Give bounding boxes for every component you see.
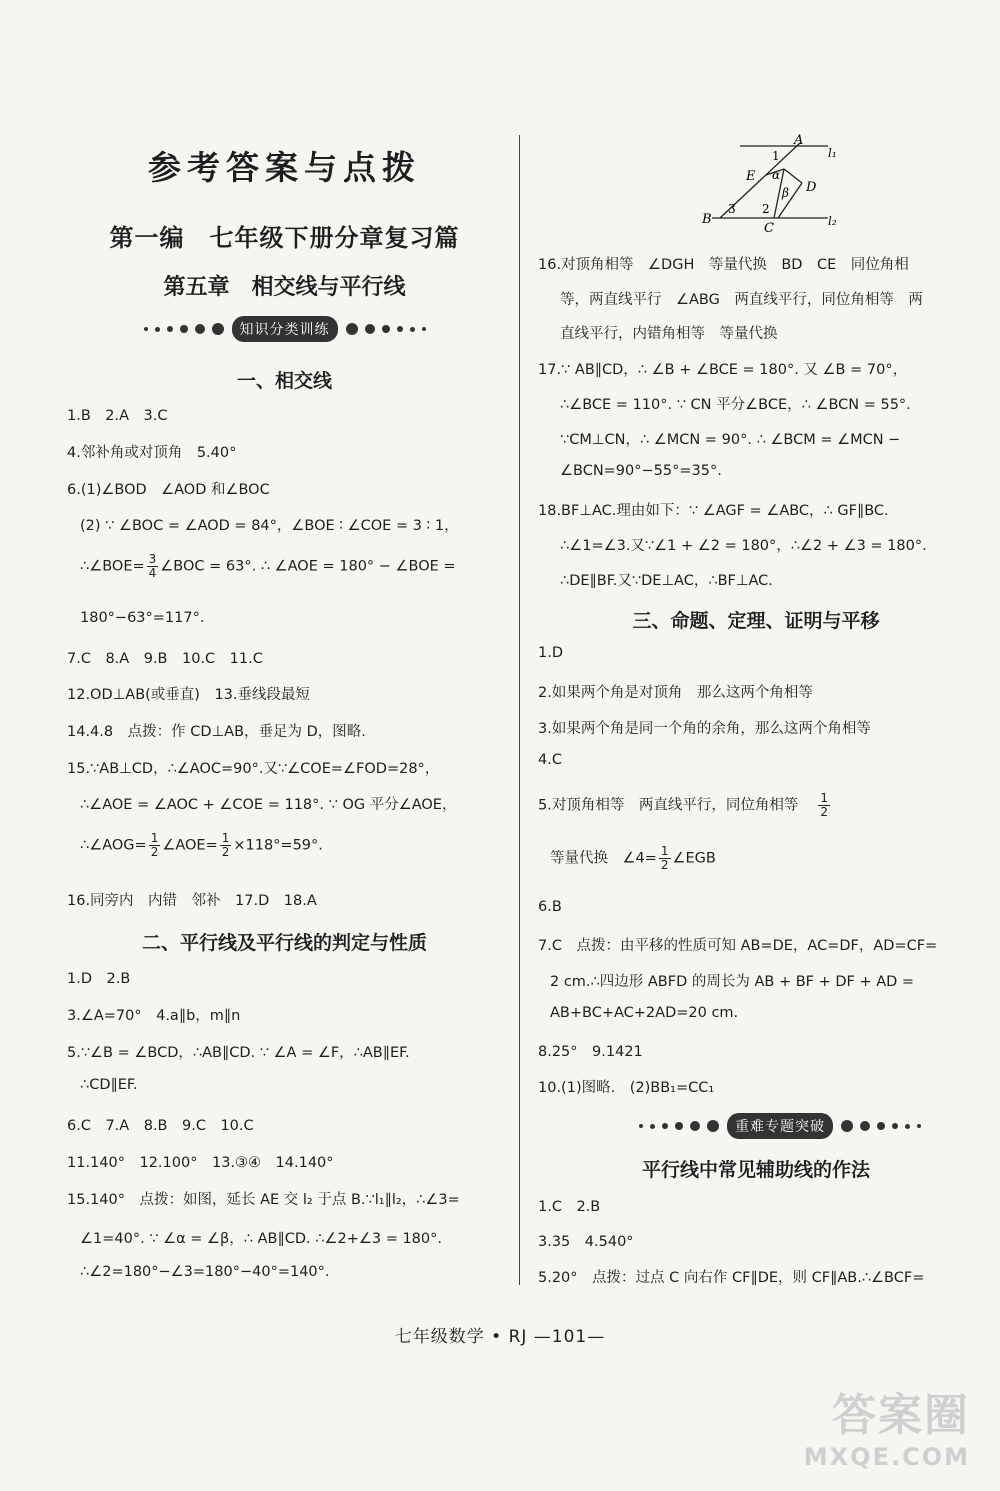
answer-line: 8.25° 9.1421 [538,1044,643,1060]
watermark-url: MXQE.COM [803,1443,970,1471]
figure-label: β [782,186,789,200]
figure-label: 1 [772,149,780,163]
answer-line: (2) ∵ ∠BOC = ∠AOD = 84°，∠BOE ∶ ∠COE = 3 ∶ 1， [80,518,459,534]
answer-line: ∴∠BOE= $\frac{3}{4}$ ∠BOC = 63°. ∴ ∠AOE = 180° − ∠BOE = [80,552,456,580]
answer-line: ∴∠BCE = 110°. ∵ CN 平分∠BCE，∴ ∠BCN = 55°. [560,397,911,413]
banner-label: 知识分类训练 [232,316,338,342]
answer-line: 6.(1)∠BOD ∠AOD 和∠BOC [67,482,270,498]
answer-line: 3.如果两个角是同一个角的余角，那么这两个角相等 [538,721,871,737]
answer-line: 6.C 7.A 8.B 9.C 10.C [67,1118,254,1134]
answer-line: ∠BCN=90°−55°=35°. [560,463,722,479]
chapter-title: 第五章 相交线与平行线 [163,275,406,300]
section-banner [62,316,507,342]
watermark-title: 答案圈 [832,1390,970,1441]
fraction: $\frac{3}{4}$ [148,552,157,580]
answer-line: 10.(1)图略. (2)BB₁=CC₁ [538,1080,715,1096]
answer-line: 7.C 点拨：由平移的性质可知 AB=DE，AC=DF，AD=CF= [538,938,938,954]
section-heading: 一、相交线 [236,370,332,392]
banner-dots-left [144,323,224,335]
figure-label: α [772,168,781,182]
answer-line: 5.20° 点拨：过点 C 向右作 CF∥DE，则 CF∥AB.∴∠BCF= [538,1270,925,1286]
figure-label: E [746,169,756,184]
answer-line: ∴∠AOG= $\frac{1}{2}$ ∠AOE= $\frac{1}{2}$ ×118°=59°. [80,831,323,859]
answer-line: 16.同旁内 内错 邻补 17.D 18.A [67,893,317,909]
answer-line: 6.B [538,899,562,915]
answer-line: ∴CD∥EF. [80,1077,138,1093]
section-heading: 三、命题、定理、证明与平移 [632,610,880,632]
answer-line: 1.D [538,645,563,661]
answer-line: 15.∵AB⊥CD，∴∠AOC=90°.又∵∠COE=∠FOD=28°， [67,761,440,777]
answer-line: 2.如果两个角是对顶角 那么这两个角相等 [538,685,813,701]
fraction: $\frac{1}{2}$ [660,844,669,872]
figure-label: l₁ [828,146,837,160]
banner-dots-left [639,1120,719,1132]
answer-line: 1.C 2.B [538,1199,601,1215]
banner-dots-right [346,323,426,335]
answer-line: 3.35 4.540° [538,1234,634,1250]
answer-line: 等量代换 ∠4= $\frac{1}{2}$ ∠EGB [550,844,716,872]
answer-line: 15.140° 点拨：如图，延长 AE 交 l₂ 于点 B.∵l₁∥l₂，∴∠3= [67,1192,460,1208]
banner-dots-right [841,1120,921,1132]
answer-line: 4.C [538,752,562,768]
answer-line: 1.D 2.B [67,971,131,987]
answer-line: 4.邻补角或对顶角 5.40° [67,445,237,461]
answer-line: 12.OD⊥AB(或垂直) 13.垂线段最短 [67,687,311,703]
section-banner [580,1113,980,1139]
geometry-figure [700,133,850,233]
answer-line: 2 cm.∴四边形 ABFD 的周长为 AB + BF + DF + AD = [550,974,915,990]
answer-line: ∴∠2=180°−∠3=180°−40°=140°. [80,1264,330,1280]
watermark [804,1379,970,1471]
answer-line: ∴∠1=∠3.又∵∠1 + ∠2 = 180°，∴∠2 + ∠3 = 180°. [560,538,927,554]
answer-line: 11.140° 12.100° 13.③④ 14.140° [67,1155,334,1171]
answer-line: 5.∵∠B = ∠BCD，∴AB∥CD. ∵ ∠A = ∠F，∴AB∥EF. [67,1045,410,1061]
fraction: $\frac{1}{2}$ [150,831,159,859]
fraction: $\frac{1}{2}$ [820,791,828,819]
answer-line: 17.∵ AB∥CD，∴ ∠B + ∠BCE = 180°. 又 ∠B = 70°， [538,362,908,378]
section-heading: 二、平行线及平行线的判定与性质 [141,932,427,954]
banner-label: 重难专题突破 [727,1113,833,1139]
figure-label: C [764,221,774,233]
column-divider [519,135,520,1285]
answer-line: ∴DE∥BF.又∵DE⊥AC，∴BF⊥AC. [560,573,773,589]
part-title: 第一编 七年级下册分章复习篇 [109,224,460,252]
figure-label: D [806,180,817,195]
answer-line: 等，两直线平行 ∠ABG 两直线平行，同位角相等 两 [560,292,923,308]
answer-line: 16.对顶角相等 ∠DGH 等量代换 BD CE 同位角相 [538,257,909,273]
figure-label: A [794,133,804,148]
page-title: 参考答案与点拨 [148,148,421,187]
page-footer: 七年级数学 • RJ —101— [394,1327,606,1347]
answer-line: ∴∠AOE = ∠AOC + ∠COE = 118°. ∵ OG 平分∠AOE， [80,797,457,813]
answer-line: 5.对顶角相等 两直线平行，同位角相等 $\frac{1}{2}$ [538,791,828,819]
answer-line: 180°−63°=117°. [80,610,205,626]
figure-label: l₂ [828,214,837,228]
answer-line: 1.B 2.A 3.C [67,408,168,424]
answer-line: 直线平行，内错角相等 等量代换 [560,326,778,342]
answer-line: 3.∠A=70° 4.a∥b，m∥n [67,1008,241,1024]
answer-line: 18.BF⊥AC.理由如下：∵ ∠AGF = ∠ABC，∴ GF∥BC. [538,503,889,519]
figure-label: 3 [728,202,736,216]
figure-label: 2 [762,202,770,216]
answer-line: ∵CM⊥CN，∴ ∠MCN = 90°. ∴ ∠BCM = ∠MCN − [560,432,901,448]
section-heading: 平行线中常见辅助线的作法 [641,1159,870,1181]
figure-label: B [702,212,712,227]
answer-line: 7.C 8.A 9.B 10.C 11.C [67,651,263,667]
answer-line: 14.4.8 点拨：作 CD⊥AB，垂足为 D，图略. [67,724,366,740]
answer-line: ∠1=40°. ∵ ∠α = ∠β，∴ AB∥CD. ∴∠2+∠3 = 180°. [80,1231,442,1247]
answer-line: AB+BC+AC+2AD=20 cm. [550,1005,739,1021]
fraction: $\frac{1}{2}$ [221,831,230,859]
